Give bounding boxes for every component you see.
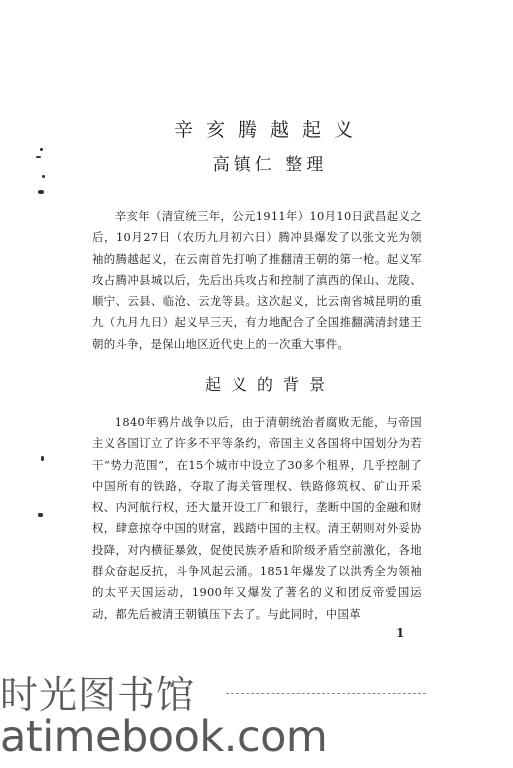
- scan-speck: [42, 175, 45, 178]
- scan-speck: [40, 148, 43, 151]
- background-paragraph: 1840年鸦片战争以后，由于清朝统治者腐败无能，与帝国主义各国订立了许多不平等条约，帝国主义各国将中国划分为若干“势力范围”，在15个城市中设立了30多个租界，几乎控制了中国所有的铁路，夺取了海关管理权、铁路修筑权、矿山开采权、内河航行权，还大量开设工厂和银行，垄断中国的金融和财权，肆意掠夺中国的财富，践踏中国的主权。清王朝则对外妥协投降，对内横征暴敛，促使民族矛盾和阶级矛盾空前激化，各地群众奋起反抗，斗争风起云涌。1851年爆发了以洪秀全为领袖的太平天国运动，1900年又爆发了著名的义和团反帝爱国运动，都先后被清王朝镇压下去了。与此同时，中国革: [92, 415, 422, 621]
- scan-speck: [41, 456, 44, 461]
- author-line: 高镇仁 整理: [212, 155, 328, 175]
- scan-speck: [36, 156, 41, 158]
- article-title: 辛亥腾越起义: [173, 119, 366, 141]
- watermark-url: atimebook.com: [0, 712, 328, 762]
- page-number: 1: [396, 626, 405, 640]
- dashed-rule: [226, 693, 426, 694]
- section-title: 起义的背景: [204, 375, 335, 394]
- scan-speck: [38, 190, 44, 194]
- scan-speck: [38, 513, 43, 517]
- intro-paragraph: 辛亥年（清宣统三年，公元1911年）10月10日武昌起义之后，10月27日（农历九月初六日）腾冲县爆发了以张文光为领袖的腾越起义，在云南首先打响了推翻清王朝的第一枪。起义军攻占腾冲县城以后，先后出兵攻占和控制了滇西的保山、龙陵、顺宁、云县、临沧、云龙等县。这次起义，比云南省城昆明的重九（九月九日）起义早三天，有力地配合了全国推翻满清封建王朝的斗争，是保山地区近代史上的一次重大事件。: [92, 209, 422, 351]
- watermark-chinese: 时光图书馆: [0, 673, 196, 717]
